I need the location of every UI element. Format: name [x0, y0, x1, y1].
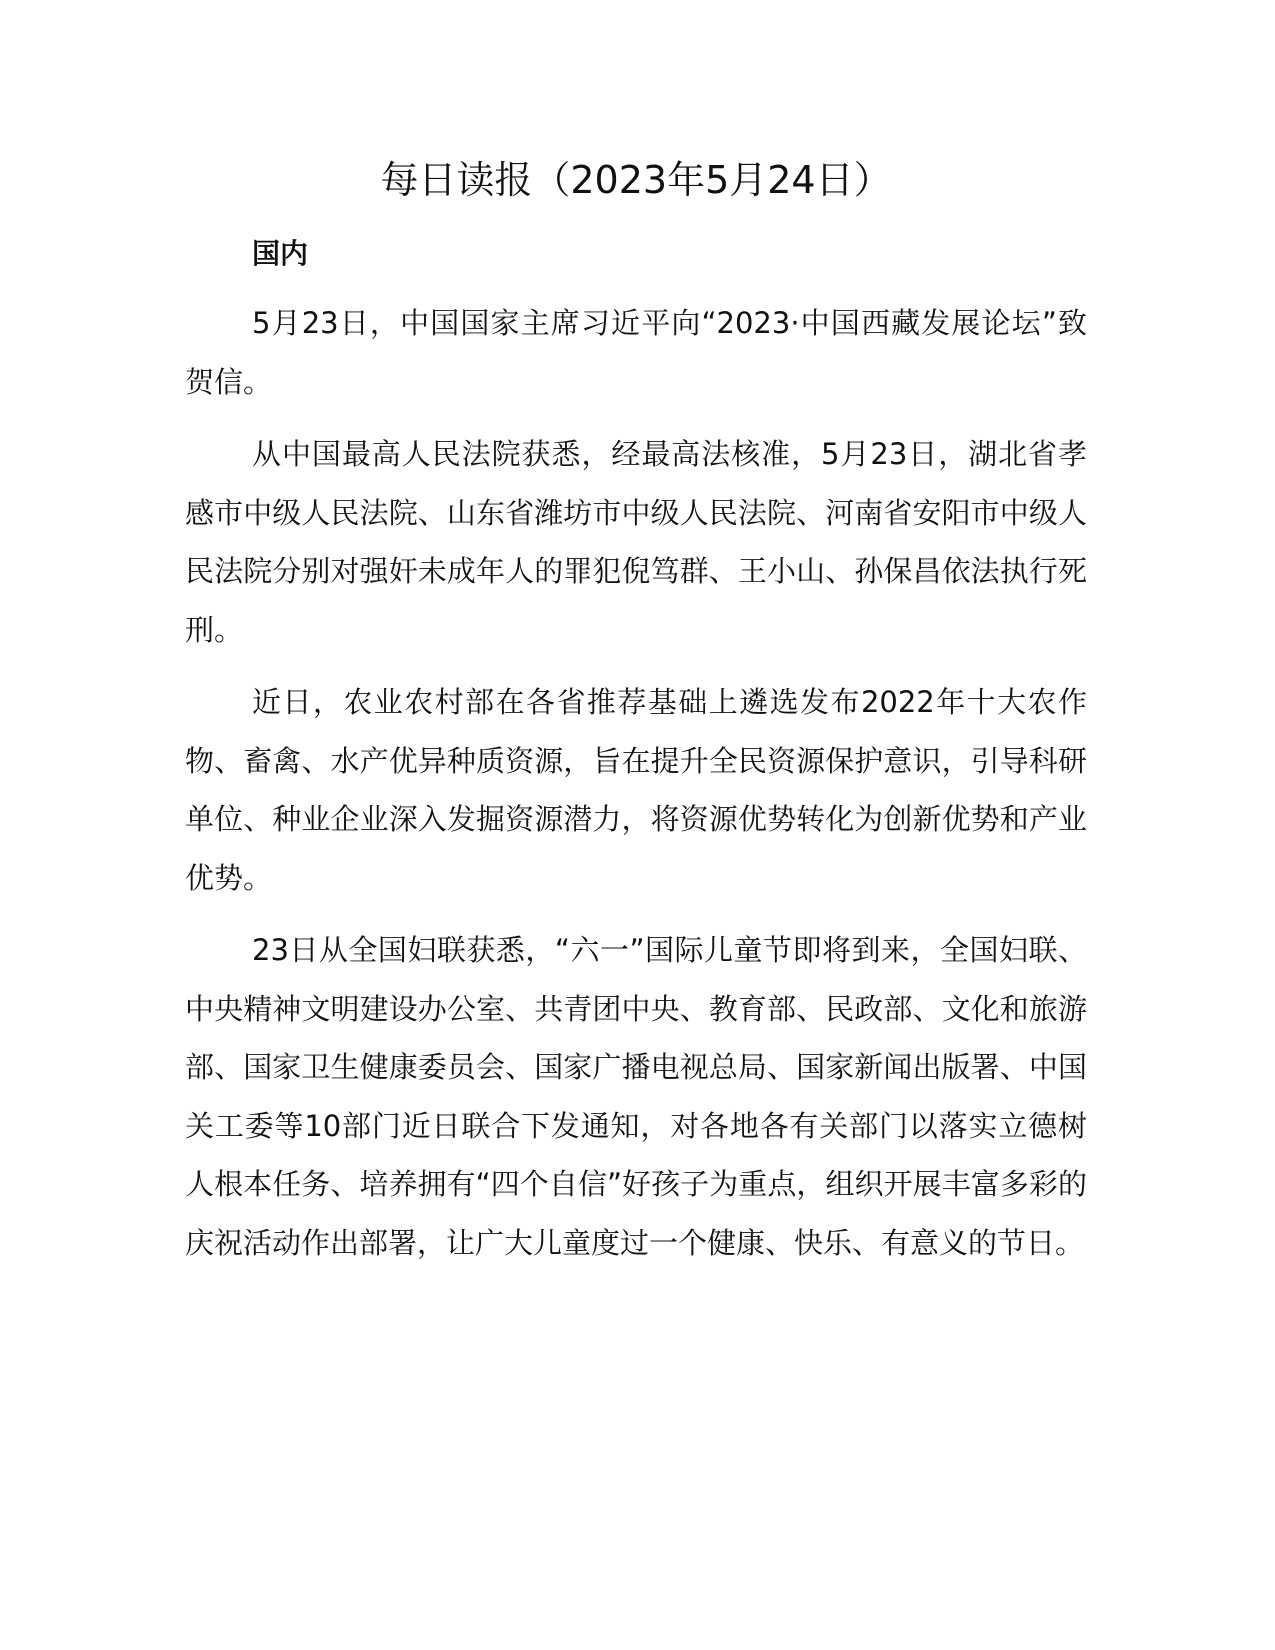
news-paragraph-2: 从中国最高人民法院获悉，经最高法核准，5月23日，湖北省孝感市中级人民法院、山东省潍坊市中级人民法院、河南省安阳市中级人民法院分别对强奸未成年人的罪犯倪笃群、王小山、孙保昌依法执行死刑。: [185, 437, 1087, 647]
news-paragraph-4: 23日从全国妇联获悉，“六一”国际儿童节即将到来，全国妇联、中央精神文明建设办公室、共青团中央、教育部、民政部、文化和旅游部、国家卫生健康委员会、国家广播电视总局、国家新闻出版署、中国关工委等10部门近日联合下发通知，对各地各有关部门以落实立德树人根本任务、培养拥有“四个自信”好孩子为重点，组织开展丰富多彩的庆祝活动作出部署，让广大儿童度过一个健康、快乐、有意义的节日。: [185, 933, 1087, 1260]
page-title: 每日读报（2023年5月24日）: [380, 158, 892, 202]
document-body: [185, 148, 1087, 1272]
news-paragraph-3: 近日，农业农村部在各省推荐基础上遴选发布2022年十大农作物、畜禽、水产优异种质资源，旨在提升全民资源保护意识，引导科研单位、种业企业深入发掘资源潜力，将资源优势转化为创新优势和产业优势。: [185, 685, 1087, 895]
news-paragraph-1: 5月23日，中国国家主席习近平向“2023·中国西藏发展论坛”致贺信。: [185, 306, 1087, 399]
section-heading-domestic: 国内: [252, 237, 309, 270]
